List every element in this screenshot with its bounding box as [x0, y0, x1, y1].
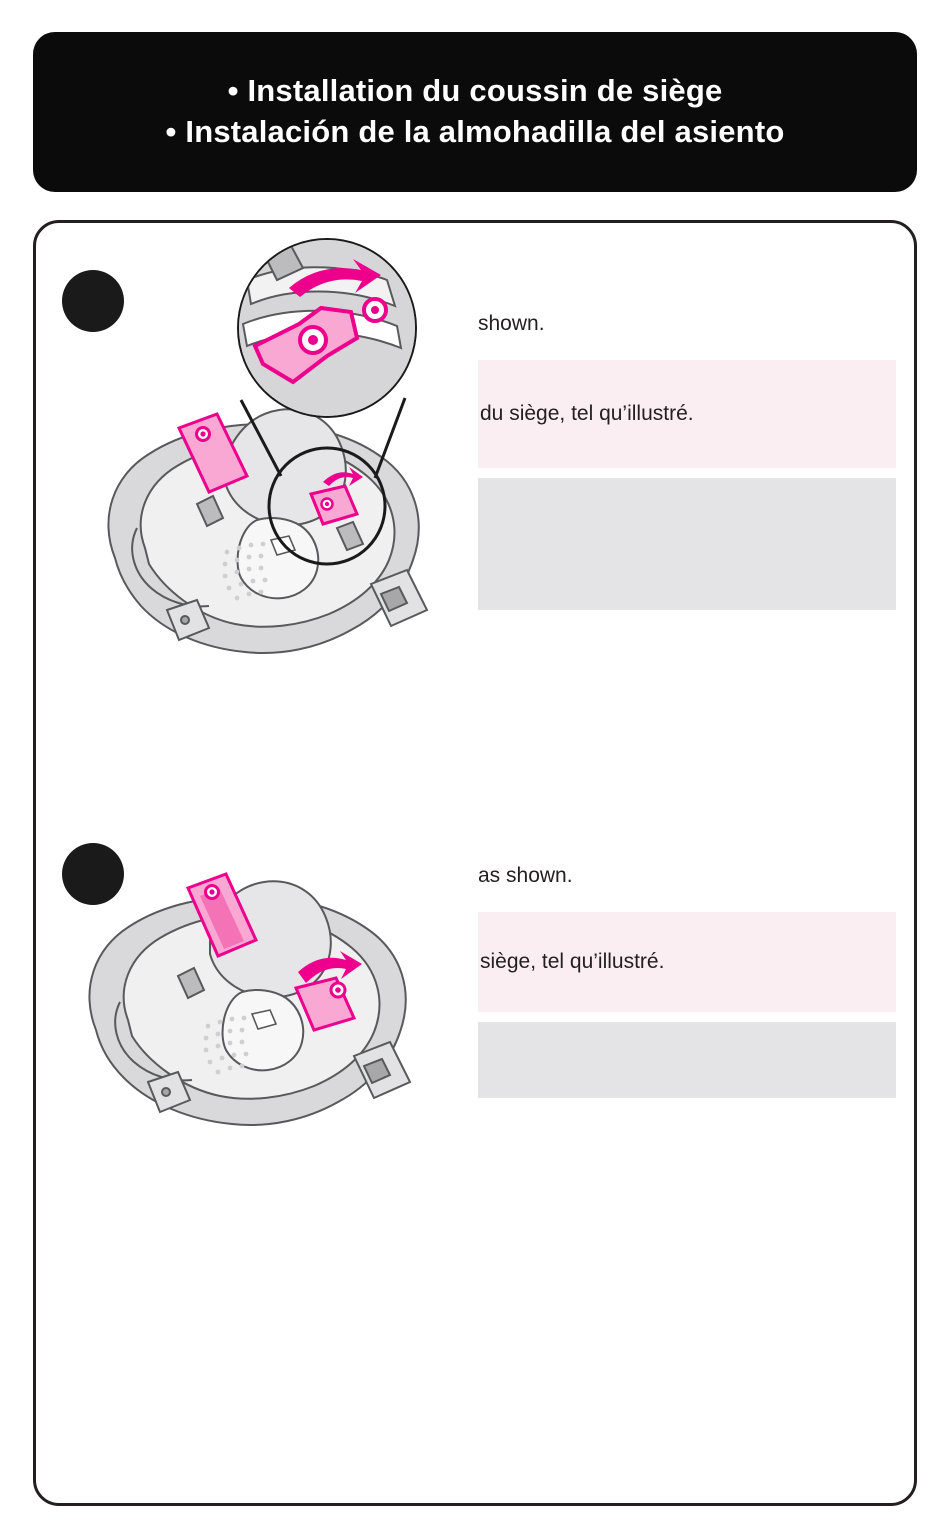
car-seat-cushion-straps-illustration	[62, 840, 462, 1170]
header-title-french: • Installation du coussin de siège	[227, 73, 723, 109]
step-1-text-french: du siège, tel qu’illustré.	[480, 401, 694, 425]
step-2-text-french: siège, tel qu’illustré.	[480, 949, 665, 973]
step-2-text-column	[478, 862, 896, 1098]
step-1-french-band	[478, 360, 896, 468]
step-2-spanish-band	[478, 1022, 896, 1098]
step-2-text-english: as shown.	[478, 864, 573, 887]
step-2-french-band	[478, 912, 896, 1012]
header-title-spanish: • Instalación de la almohadilla del asiento	[165, 114, 785, 149]
step-1-spanish-band	[478, 478, 896, 610]
step-1-text-english: shown.	[478, 312, 545, 335]
step-1-text-column	[478, 310, 896, 610]
page-header-banner	[33, 32, 917, 192]
car-seat-cushion-buckle-detail-illustration	[75, 228, 465, 698]
